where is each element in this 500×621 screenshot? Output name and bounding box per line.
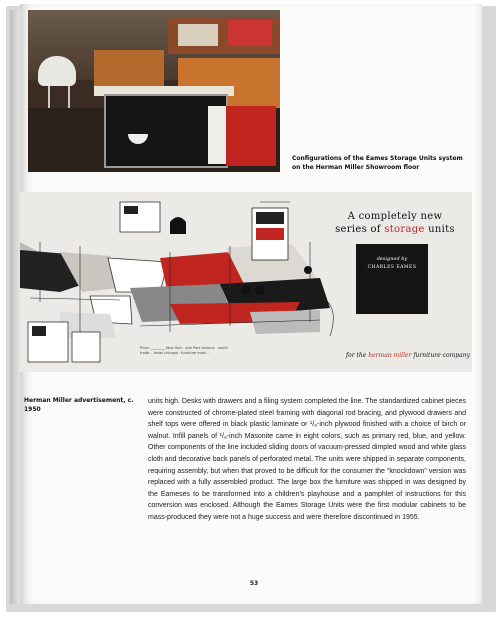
showroom-photo	[28, 10, 280, 172]
ad-headline-line1: A completely new	[347, 211, 443, 222]
ad-designer-name: CHARLES EAMES	[367, 265, 417, 270]
page-number: 53	[249, 580, 259, 587]
advertisement	[20, 192, 472, 372]
ad-headline	[320, 210, 470, 236]
ad-small-print: Price: ________ New York · one Park Avenue · world trade... Hotel chicago · furniture mart...	[140, 346, 228, 355]
ad-designed-by: designed by	[376, 256, 408, 262]
ad-designer-panel	[356, 244, 428, 314]
ad-caption: Herman Miller advertisement, c. 1950	[24, 397, 134, 413]
ad-footer-line: for the herman miller furniture company	[345, 352, 470, 359]
ad-headline-line2: series of storage units	[335, 224, 455, 235]
book-page	[20, 4, 482, 604]
photo-caption: Configurations of the Eames Storage Units system on the Herman Miller Showroom floor	[292, 155, 463, 171]
shell-chair	[38, 56, 76, 86]
body-paragraph: units high. Desks with drawers and a filing system completed the line. The standardized cabinet pieces were constructed of chrome-plated steel framing with diagonal rod bracing, and plywood drawers and shelf tops were offered in black plastic laminate or ¹/₈-inch plywood finished with a choice of birch or walnut. Infill panels of ¹/₈-inch Masonite came in eight colors, such as primary red, blue, and yellow. Other components of the line included sliding doors of vacuum-pressed dimpled wood and white glass cloth and decorative back panels of perforated metal. The units were shipped in separate components, requiring assembly, but when that proved to be difficult for the consumer the “knockdown” version was replaced with a fully assembled product. The large box the furniture was shipped in was designed by the Eameses to be transformed into a children’s playhouse and a pamphlet of instructions for this conversion was enclosed. Although the Eames Storage Units were the first modular cabinets to be mass-produced they were not a huge success and were therefore discontinued in 1955.	[148, 398, 466, 521]
